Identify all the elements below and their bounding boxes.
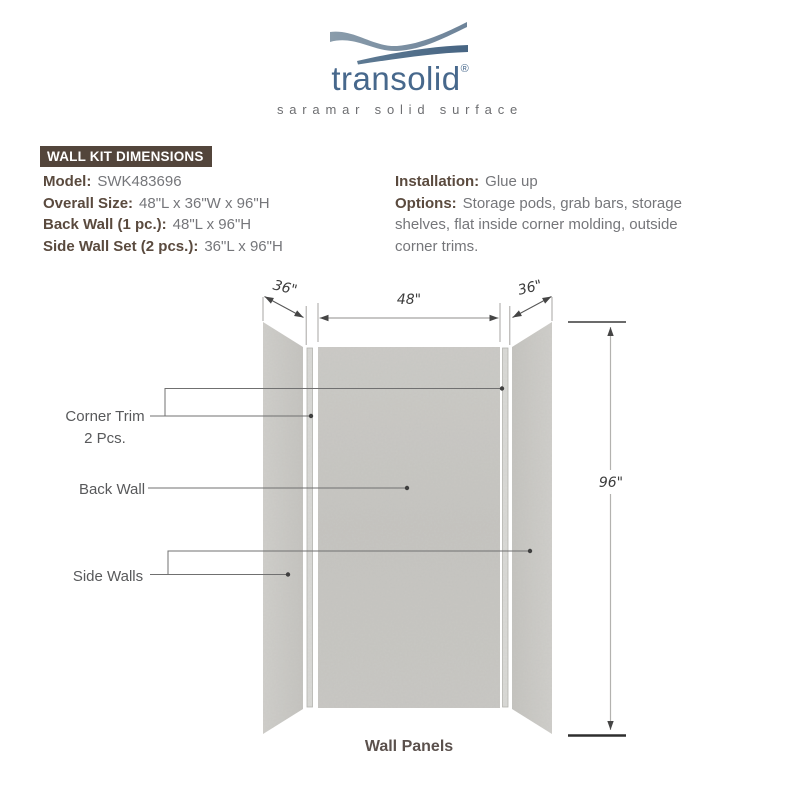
corner-trim-label-line2: 2 Pcs. bbox=[84, 430, 126, 447]
corner-trim-right-shape bbox=[503, 348, 509, 707]
section-header-wall-kit-dimensions: WALL KIT DIMENSIONS bbox=[40, 146, 212, 167]
brand-tagline: saramar solid surface bbox=[276, 102, 524, 117]
dim-line-36-left bbox=[265, 297, 304, 318]
spec-value: 36"L x 96"H bbox=[204, 237, 283, 255]
spec-label: Overall Size: bbox=[43, 194, 134, 212]
spec-value: Storage pods, grab bars, storage shelves, flat inside corner molding, outside corner trims. bbox=[395, 194, 682, 255]
spec-value: Glue up bbox=[485, 173, 538, 190]
back-wall-label: Back Wall bbox=[78, 481, 146, 498]
spec-value: 48"L x 96"H bbox=[172, 216, 252, 233]
dim-label-96: 96" bbox=[598, 475, 624, 491]
side-walls-label: Side Walls bbox=[72, 568, 144, 585]
back-wall-shape bbox=[318, 347, 500, 708]
side-wall-right-shape bbox=[512, 322, 552, 734]
spec-value: 48"L x 36"W x 96"H bbox=[139, 194, 270, 212]
registered-mark: ® bbox=[460, 63, 469, 75]
brand-name: transolid bbox=[331, 60, 461, 97]
corner-trim-left-shape bbox=[307, 348, 313, 707]
spec-label: Installation: bbox=[395, 173, 480, 190]
spec-label: Options: bbox=[395, 194, 457, 212]
dim-line-36-right bbox=[513, 297, 552, 318]
wall-panels-group bbox=[263, 322, 552, 734]
dim-label-48: 48" bbox=[396, 292, 422, 308]
corner-trim-label bbox=[55, 406, 155, 450]
side-wall-left-shape bbox=[263, 322, 303, 734]
corner-trim-label-line1: Corner Trim bbox=[65, 408, 145, 425]
spec-label: Model: bbox=[43, 173, 92, 190]
spec-label: Back Wall (1 pc.): bbox=[43, 216, 167, 233]
dim-label-36-right: 36" bbox=[516, 277, 544, 299]
spec-value: SWK483696 bbox=[97, 173, 182, 190]
diagram-caption: Wall Panels bbox=[364, 738, 454, 755]
spec-label: Side Wall Set (2 pcs.): bbox=[43, 237, 199, 255]
dim-label-36-left: 36" bbox=[271, 277, 299, 299]
